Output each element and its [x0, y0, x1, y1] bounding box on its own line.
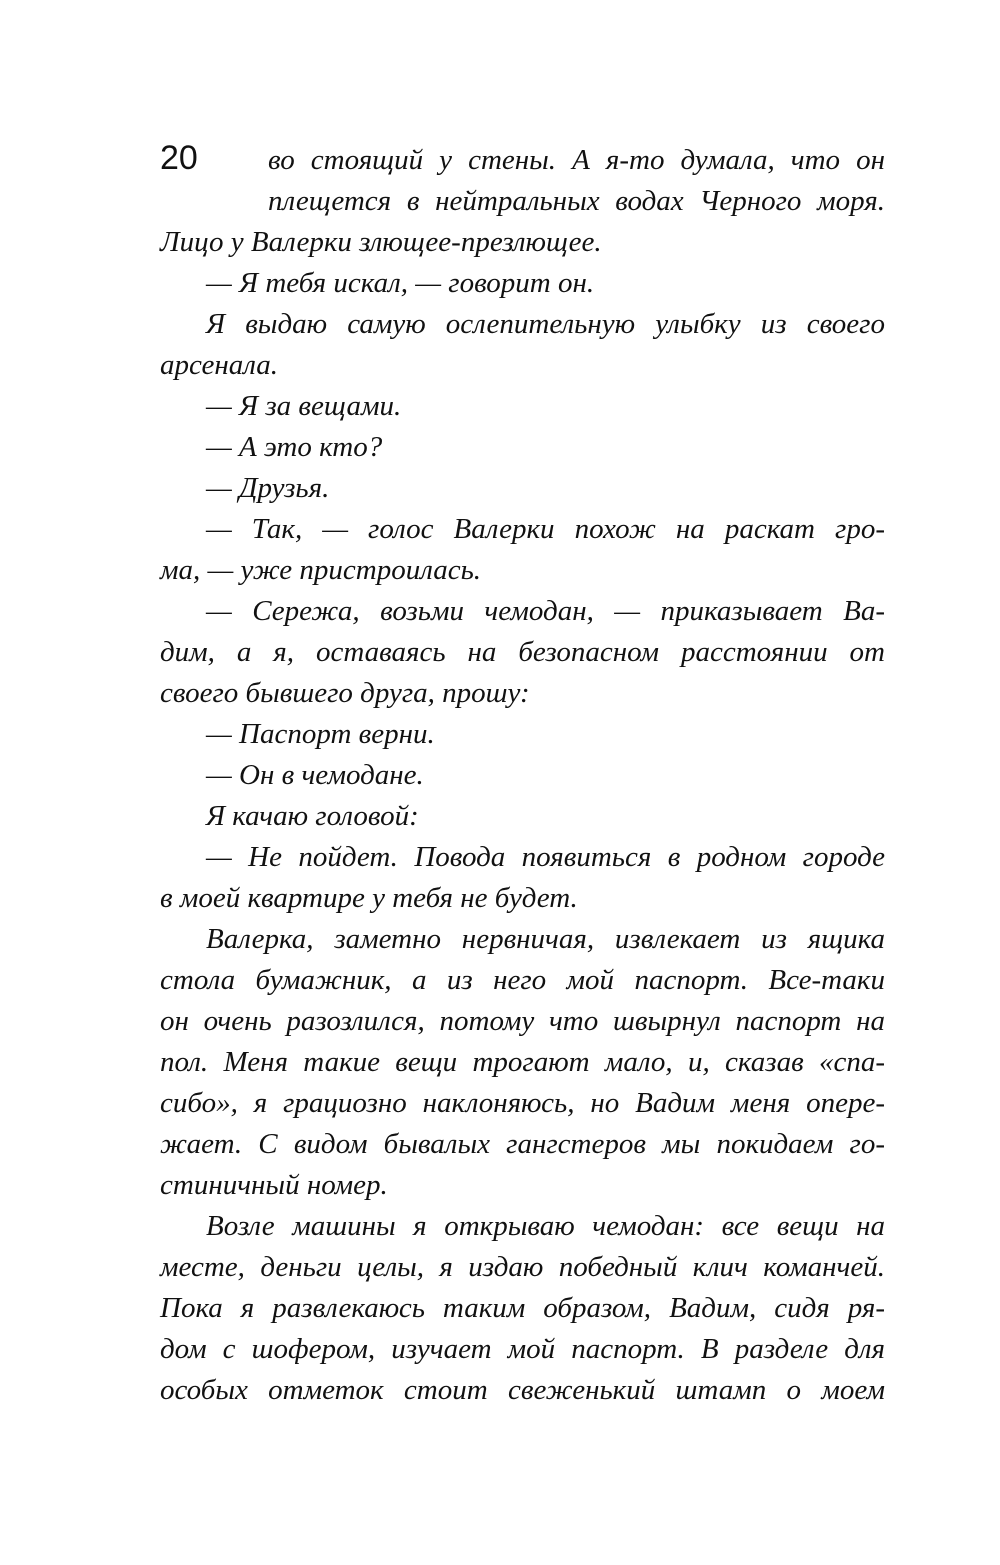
text-line: особых отметок стоит свеженький штамп о моем: [160, 1374, 885, 1406]
text-line: месте, деньги целы, я издаю победный клич команчей.: [160, 1251, 885, 1283]
text-line: Я качаю головой:: [206, 800, 419, 832]
text-line: — Он в чемодане.: [206, 759, 424, 791]
page-number: 20: [160, 139, 198, 177]
text-line: арсенала.: [160, 349, 278, 381]
text-line: — Сережа, возьми чемодан, — приказывает Ва-: [206, 595, 885, 627]
text-line: стола бумажник, а из него мой паспорт. Все-таки: [160, 964, 885, 996]
text-line: Пока я развлекаюсь таким образом, Вадим, сидя ря-: [160, 1292, 885, 1324]
text-line: Я выдаю самую ослепительную улыбку из своего: [206, 308, 885, 340]
text-line: — Так, — голос Валерки похож на раскат гро-: [206, 513, 885, 545]
text-line: сибо», я грациозно наклоняюсь, но Вадим меня опере-: [160, 1087, 885, 1119]
text-line: — А это кто?: [206, 431, 383, 463]
text-line: — Не пойдет. Повода появиться в родном городе: [206, 841, 885, 873]
text-line: — Я тебя искал, — говорит он.: [206, 267, 595, 299]
text-line: во стоящий у стены. А я-то думала, что он: [268, 144, 885, 176]
text-line: — Друзья.: [206, 472, 330, 504]
text-line: стиничный номер.: [160, 1169, 388, 1201]
text-line: плещется в нейтральных водах Черного моря.: [268, 185, 885, 217]
body-text: [160, 140, 885, 1411]
text-line: пол. Меня такие вещи трогают мало, и, сказав «спа-: [160, 1046, 885, 1078]
text-line: своего бывшего друга, прошу:: [160, 677, 530, 709]
text-line: в моей квартире у тебя не будет.: [160, 882, 578, 914]
text-line: дом с шофером, изучает мой паспорт. В разделе для: [160, 1333, 885, 1365]
text-line: ма, — уже пристроилась.: [160, 554, 482, 586]
text-line: — Я за вещами.: [206, 390, 402, 422]
text-line: Валерка, заметно нервничая, извлекает из ящика: [206, 923, 885, 955]
text-line: дим, а я, оставаясь на безопасном расстоянии от: [160, 636, 885, 668]
text-line: он очень разозлился, потому что швырнул паспорт на: [160, 1005, 885, 1037]
text-line: Лицо у Валерки злющее-презлющее.: [160, 226, 602, 258]
text-line: Возле машины я открываю чемодан: все вещи на: [206, 1210, 885, 1242]
text-line: — Паспорт верни.: [206, 718, 435, 750]
text-line: жает. С видом бывалых гангстеров мы покидаем го-: [160, 1128, 885, 1160]
